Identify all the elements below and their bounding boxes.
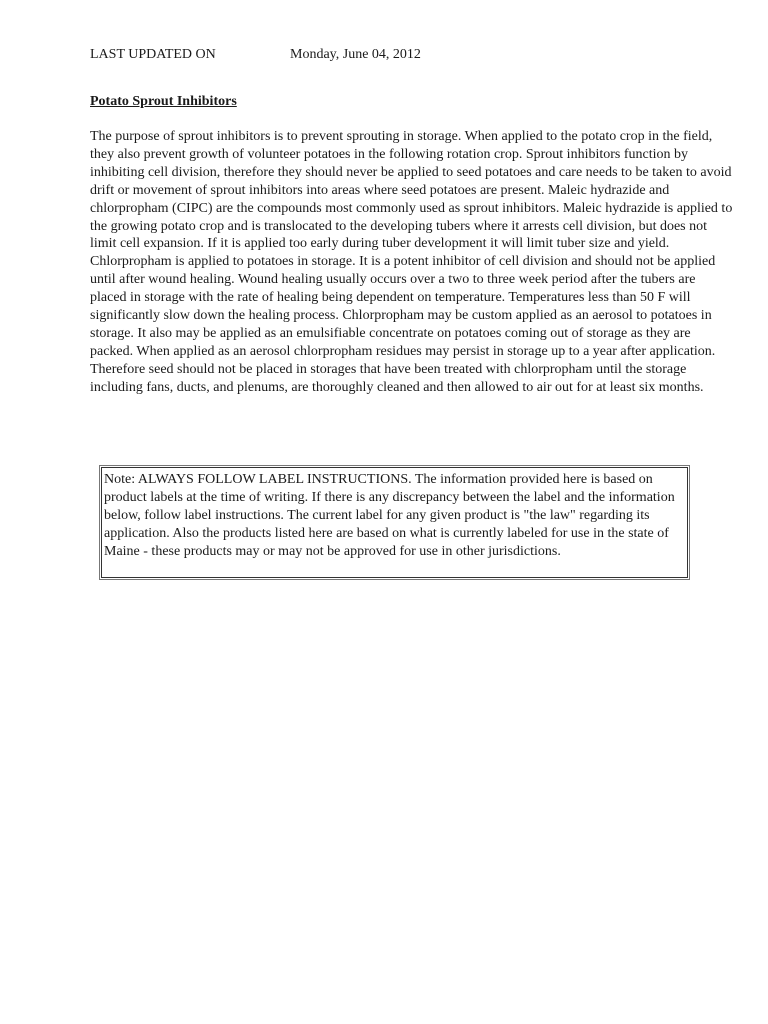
- body-paragraph: The purpose of sprout inhibitors is to prevent sprouting in storage. When applied to the potato crop in the field, they also prevent growth of volunteer potatoes in the following rotation crop. Sprout inhibitors function by inhibiting cell division, therefore they should never be applied to seed potatoes and care needs to be taken to avoid drift or movement of sprout inhibitors into areas where seed potatoes are present. Maleic hydrazide and chlorpropham (CIPC) are the compounds most commonly used as sprout inhibitors. Maleic hydrazide is applied to the growing potato crop and is translocated to the developing tubers where it arrests cell division, but does not limit cell expansion. If it is applied too early during tuber development it will limit tuber size and yield. Chlorpropham is applied to potatoes in storage. It is a potent inhibitor of cell division and should not be applied until after wound healing. Wound healing usually occurs over a two to three week period after the tubers are placed in storage with the rate of healing being dependent on temperature. Temperatures less than 50 F will significantly slow down the healing process. Chlorpropham may be custom applied as an aerosol to potatoes in storage. It also may be applied as an emulsifiable concentrate on potatoes coming out of storage as they are packed. When applied as an aerosol chlorpropham residues may persist in storage up to a year after application. Therefore seed should not be placed in storages that have been treated with chlorpropham until the storage including fans, ducts, and plenums, are thoroughly cleaned and then allowed to air out for at least six months.: [90, 129, 733, 395]
- page-title: Potato Sprout Inhibitors: [90, 94, 237, 109]
- label-instructions-note: Note: ALWAYS FOLLOW LABEL INSTRUCTIONS. The information provided here is based on product labels at the time of writing. If there is any discrepancy between the label and the information below, follow label instructions. The current label for any given product is "the law" regarding its application. Also the products listed here are based on what is currently labeled for use in the state of Maine - these products may or may not be approved for use in other jurisdictions.: [101, 467, 688, 578]
- last-updated-date: Monday, June 04, 2012: [290, 47, 421, 62]
- last-updated-label: LAST UPDATED ON: [90, 47, 216, 62]
